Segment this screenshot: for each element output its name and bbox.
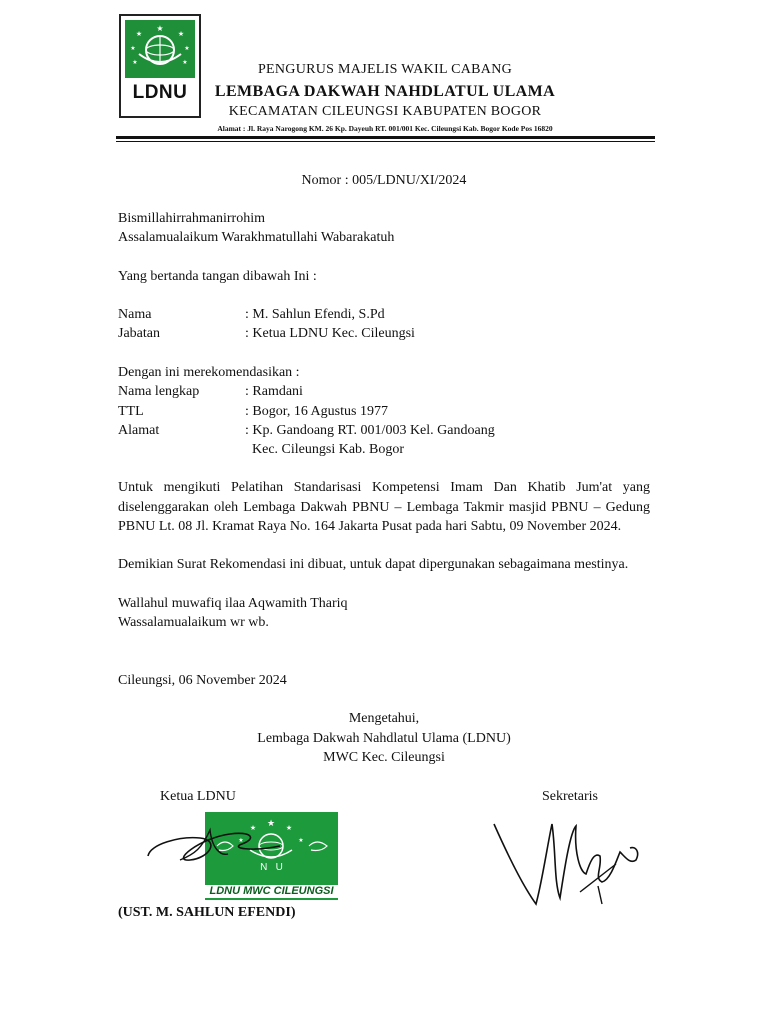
- right-signature: [490, 812, 650, 912]
- letterhead-divider-thick: [116, 136, 655, 139]
- candidate-name-label: Nama lengkap: [118, 384, 200, 399]
- candidate-address-value-2: Kec. Cileungsi Kab. Bogor: [252, 442, 405, 457]
- candidate-birth-label: TTL: [118, 404, 144, 419]
- letterhead-organization-name: LEMBAGA DAKWAH NAHDLATUL ULAMA: [214, 83, 556, 100]
- signer-position-value: : Ketua LDNU Kec. Cileungsi: [245, 326, 415, 341]
- letterhead-divider-thin: [116, 141, 655, 142]
- svg-text:★: ★: [135, 30, 143, 38]
- candidate-name-value: : Ramdani: [245, 384, 303, 399]
- svg-text:★: ★: [132, 60, 138, 66]
- left-signature-title: Ketua LDNU: [160, 789, 236, 804]
- left-signer-name: (UST. M. SAHLUN EFENDI): [118, 905, 296, 920]
- body-paragraph: Untuk mengikuti Pelatihan Standarisasi Kompetensi Imam Dan Khatib Jum'at yang diselenggarakan oleh Lembaga Dakwah PBNU – Lembaga Takmir masjid PBNU – Gedung PBNU Lt. 08 Jl. Kramat Raya No. 164 Jakarta Pusat pada hari Sabtu, 09 November 2024.: [118, 480, 650, 534]
- ldnu-logo: [119, 14, 201, 118]
- recommend-intro: Dengan ini merekomendasikan :: [118, 365, 300, 380]
- svg-text:★: ★: [130, 46, 136, 52]
- signer-name-value: : M. Sahlun Efendi, S.Pd: [245, 307, 385, 322]
- stamp-label: LDNU MWC CILEUNGSI: [205, 885, 338, 898]
- candidate-address-value-1: : Kp. Gandoang RT. 001/003 Kel. Gandoang: [245, 423, 495, 438]
- logo-text: LDNU: [132, 82, 188, 103]
- letterhead-line-1: PENGURUS MAJELIS WAKIL CABANG: [257, 62, 513, 77]
- closing-prayer: Wallahul muwafiq ilaa Aqwamith Thariq: [118, 596, 348, 611]
- signer-intro: Yang bertanda tangan dibawah Ini :: [118, 269, 317, 284]
- logo-emblem: [125, 20, 195, 78]
- svg-text:★: ★: [238, 838, 244, 844]
- candidate-birth-value: : Bogor, 16 Agustus 1977: [245, 404, 388, 419]
- left-signature: [140, 808, 293, 888]
- svg-text:★: ★: [156, 24, 164, 33]
- acknowledged-unit: MWC Kec. Cileungsi: [323, 750, 445, 765]
- signer-name-label: Nama: [118, 307, 152, 322]
- opening-basmalah: Bismillahirrahmanirrohim: [118, 211, 265, 226]
- place-date: Cileungsi, 06 November 2024: [118, 673, 287, 688]
- svg-text:★: ★: [177, 30, 185, 38]
- candidate-address-label: Alamat: [118, 423, 160, 438]
- stamp-letters: N U: [260, 862, 283, 873]
- opening-greeting: Assalamualaikum Warakhmatullahi Wabarakatuh: [118, 230, 395, 245]
- signer-position-label: Jabatan: [118, 326, 160, 341]
- svg-text:★: ★: [249, 824, 257, 832]
- svg-text:★: ★: [298, 838, 304, 844]
- closing-greeting: Wassalamualaikum wr wb.: [118, 615, 269, 630]
- letterhead-line-3: KECAMATAN CILEUNGSI KABUPATEN BOGOR: [228, 104, 542, 119]
- svg-text:★: ★: [266, 818, 276, 828]
- right-signature-title: Sekretaris: [542, 789, 598, 804]
- closing-statement: Demikian Surat Rekomendasi ini dibuat, untuk dapat dipergunakan sebagaimana mestinya.: [118, 557, 629, 572]
- acknowledged-label: Mengetahui,: [348, 711, 420, 726]
- svg-text:★: ★: [285, 824, 293, 832]
- letterhead-address: Alamat : Jl. Raya Narogong KM. 26 Kp. Dayeuh RT. 001/001 Kec. Cileungsi Kab. Bogor Kode Pos 16820: [217, 124, 553, 133]
- letter-number: Nomor : 005/LDNU/XI/2024: [301, 173, 467, 188]
- acknowledged-organization: Lembaga Dakwah Nahdlatul Ulama (LDNU): [257, 731, 511, 746]
- svg-text:★: ★: [184, 46, 190, 52]
- svg-text:★: ★: [182, 60, 188, 66]
